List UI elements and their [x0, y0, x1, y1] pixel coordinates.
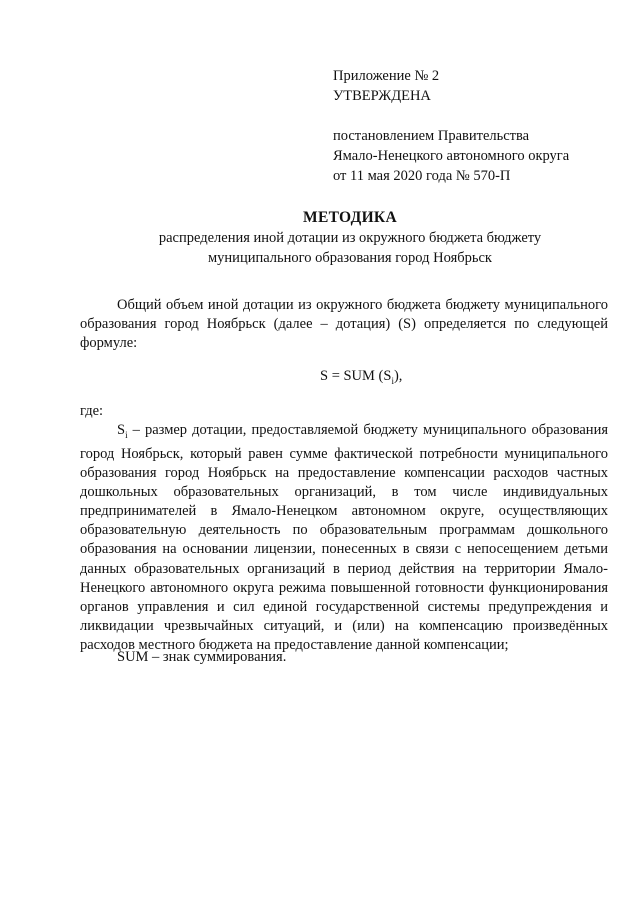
si-symbol: S [117, 422, 126, 438]
decree-line-3: от 11 мая 2020 года № 570-П [333, 168, 511, 184]
decree-reference [333, 126, 569, 186]
decree-line-1: постановлением Правительства [333, 128, 530, 144]
intro-paragraph: Общий объем иной дотации из окружного бюджета бюджету муниципального образования город Ноябрьск (далее – дотация) (S) определяется по следующей формуле: [80, 297, 608, 351]
approved-label: УТВЕРЖДЕНА [333, 88, 431, 104]
si-definition-text: – размер дотации, предоставляемой бюджету муниципального образования город Ноябрьск, который равен сумме фактической потребности муниципального образования город Ноябрьск на предоставление компенсации расходов частных дошкольных образовательных организаций, в том числе индивидуальных предпринимателей в Ямало-Ненецком автономном округе, осуществляющих образовательную деятельность по образовательным программам дошкольного образования на основании лицензии, понесенных в связи с непосещением детьми данных образовательных организаций в период действия на территории Ямало-Ненецкого автономного округа режима повышенной готовности функционирования органов управления и сил единой государственной системы предупреждения и ликвидации чрезвычайных ситуаций, и (или) на компенсацию произведённых расходов местного бюджета на предоставление данной компенсации; [80, 422, 608, 653]
where-label: где: [80, 403, 104, 419]
formula [320, 366, 402, 391]
document-subtitle-line-1: распределения иной дотации из окружного бюджета бюджету [158, 230, 542, 246]
formula-suffix: ), [393, 368, 403, 384]
decree-line-2: Ямало-Ненецкого автономного округа [333, 148, 570, 164]
si-definition-paragraph [80, 421, 608, 655]
document-subtitle-line-2: муниципального образования город Ноябрьск [208, 250, 492, 266]
formula-subscript: i [391, 375, 394, 386]
appendix-number: Приложение № 2 [333, 68, 440, 84]
appendix-block [333, 66, 439, 106]
formula-prefix: S = SUM (S [320, 368, 392, 384]
sum-definition-paragraph: SUM – знак суммирования. [117, 649, 287, 665]
si-subscript: i [125, 429, 128, 440]
document-title: МЕТОДИКА [303, 209, 397, 226]
title-block [60, 208, 640, 268]
